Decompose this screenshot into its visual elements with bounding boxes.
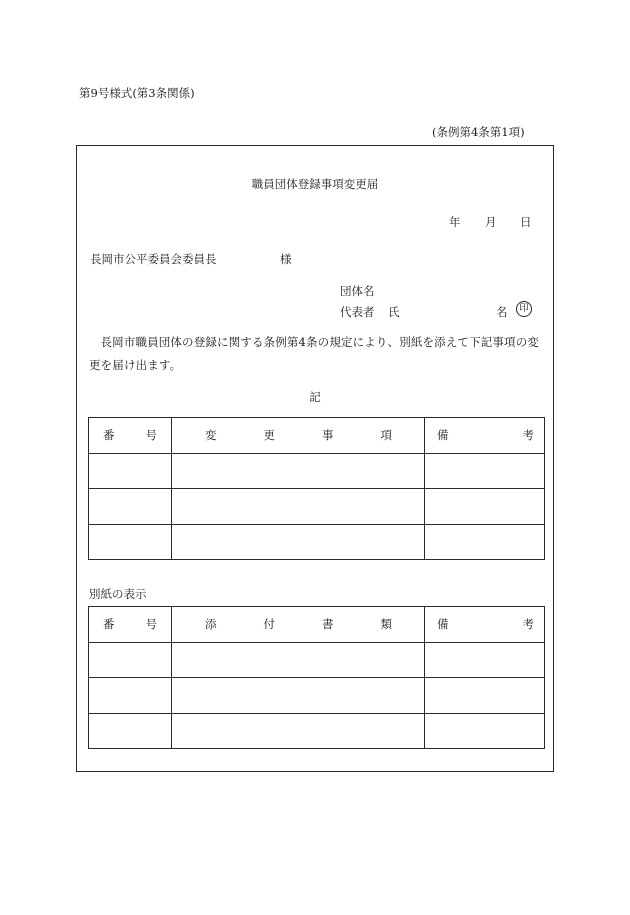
- remarks-cell[interactable]: [425, 489, 545, 525]
- header-char: 番: [103, 617, 115, 632]
- number-cell[interactable]: [89, 678, 172, 714]
- header-char: 変: [205, 428, 217, 443]
- header-char: 号: [145, 428, 157, 443]
- attached-document-cell[interactable]: [172, 678, 425, 714]
- header-change-item: [172, 418, 425, 454]
- table-row: [89, 524, 545, 560]
- header-char: 事: [322, 428, 334, 443]
- attached-document-cell[interactable]: [172, 642, 425, 678]
- number-cell[interactable]: [89, 489, 172, 525]
- body-text: 長岡市職員団体の登録に関する条例第4条の規定により、別紙を添えて下記事項の変更を届け出ます。: [89, 335, 540, 372]
- addressee-honorific: 様: [280, 252, 292, 266]
- remarks-cell[interactable]: [425, 453, 545, 489]
- representative-label: 代表者: [340, 305, 375, 319]
- attached-document-cell[interactable]: [172, 713, 425, 749]
- remarks-cell[interactable]: [425, 524, 545, 560]
- attachments-table: [88, 606, 545, 749]
- number-cell[interactable]: [89, 524, 172, 560]
- attachments-caption: 別紙の表示: [89, 587, 147, 601]
- header-char: 項: [380, 428, 392, 443]
- date-day-label: 日: [520, 215, 532, 229]
- change-item-cell[interactable]: [172, 489, 425, 525]
- seal-mark: 印: [516, 301, 532, 317]
- addressee: 長岡市公平委員会委員長: [90, 252, 217, 266]
- header-char: 添: [205, 617, 217, 632]
- ki-label: 記: [309, 390, 321, 404]
- remarks-cell[interactable]: [425, 713, 545, 749]
- date-year-label: 年: [449, 215, 461, 229]
- header-attached-documents: [172, 607, 425, 643]
- table-row: [89, 678, 545, 714]
- remarks-cell[interactable]: [425, 642, 545, 678]
- group-name-label: 団体名: [340, 284, 375, 298]
- header-char: 号: [145, 617, 157, 632]
- changes-table: [88, 417, 545, 560]
- header-char: 付: [263, 617, 275, 632]
- date-month-label: 月: [485, 215, 497, 229]
- name-mei-label: 名: [496, 305, 508, 319]
- header-char: 考: [522, 617, 534, 632]
- number-cell[interactable]: [89, 642, 172, 678]
- remarks-cell[interactable]: [425, 678, 545, 714]
- change-item-cell[interactable]: [172, 524, 425, 560]
- header-char: 備: [437, 617, 449, 632]
- number-cell[interactable]: [89, 713, 172, 749]
- table-row: [89, 453, 545, 489]
- header-number: [89, 418, 172, 454]
- header-remarks: [425, 607, 545, 643]
- header-char: 更: [263, 428, 275, 443]
- header-char: 番: [103, 428, 115, 443]
- table-row: [89, 642, 545, 678]
- ordinance-reference: (条例第4条第1項): [432, 125, 525, 139]
- table-header-row: [89, 418, 545, 454]
- table-row: [89, 713, 545, 749]
- table-header-row: [89, 607, 545, 643]
- header-char: 備: [437, 428, 449, 443]
- name-shi-label: 氏: [388, 305, 400, 319]
- number-cell[interactable]: [89, 453, 172, 489]
- header-remarks: [425, 418, 545, 454]
- header-char: 書: [322, 617, 334, 632]
- header-char: 考: [522, 428, 534, 443]
- header-number: [89, 607, 172, 643]
- header-char: 類: [380, 617, 392, 632]
- form-number: 第9号様式(第3条関係): [79, 86, 195, 100]
- form-title: 職員団体登録事項変更届: [251, 177, 379, 191]
- table-row: [89, 489, 545, 525]
- change-item-cell[interactable]: [172, 453, 425, 489]
